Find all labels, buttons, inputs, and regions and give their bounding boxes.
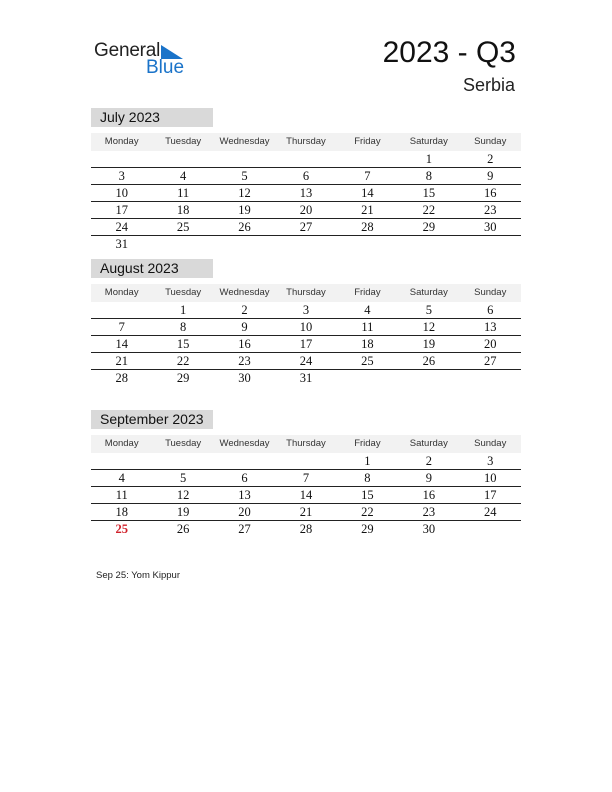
weekday-label: Monday — [104, 136, 139, 147]
day-cell: 18 — [115, 505, 128, 519]
month-title: September 2023 — [91, 410, 213, 429]
day-cell: 16 — [483, 186, 497, 200]
day-cell: 28 — [115, 371, 128, 385]
week-row — [91, 219, 521, 236]
day-cell: 7 — [302, 471, 310, 485]
day-cell: 3 — [118, 169, 125, 183]
week-row — [91, 319, 521, 336]
empty-day-cell — [152, 151, 213, 167]
week-row — [91, 202, 521, 219]
day-cell: 12 — [238, 186, 251, 200]
empty-day-cell — [398, 236, 459, 252]
weekday-label: Tuesday — [165, 287, 202, 298]
day-cell: 26 — [422, 354, 436, 368]
empty-day-cell — [214, 151, 275, 167]
day-cell: 26 — [176, 522, 190, 536]
day-cell: 23 — [422, 505, 436, 519]
weekday-label: Thursday — [286, 438, 326, 449]
weekday-label: Friday — [354, 136, 381, 147]
weekday-label: Monday — [104, 438, 139, 449]
day-cell: 19 — [176, 505, 190, 519]
empty-day-cell — [214, 236, 275, 252]
holiday-day-cell: 25 — [115, 522, 128, 536]
page-title: 2023 - Q3 — [382, 36, 516, 69]
day-cell: 8 — [425, 169, 432, 183]
weekday-label: Monday — [104, 287, 139, 298]
day-cell: 7 — [118, 320, 125, 334]
weekday-label: Wednesday — [219, 136, 270, 147]
day-cell: 2 — [487, 152, 494, 166]
empty-day-cell — [152, 236, 213, 252]
day-cell: 1 — [364, 454, 371, 468]
empty-day-cell — [275, 453, 336, 469]
week-row — [91, 168, 521, 185]
day-cell: 30 — [422, 522, 436, 536]
week-row — [91, 453, 521, 470]
day-cell: 14 — [361, 186, 374, 200]
day-cell: 15 — [176, 337, 190, 351]
weekday-label: Saturday — [409, 136, 448, 147]
day-cell: 12 — [176, 488, 190, 502]
day-cell: 20 — [238, 505, 251, 519]
empty-day-cell — [337, 151, 398, 167]
weekday-label: Thursday — [286, 136, 326, 147]
day-cell: 31 — [299, 371, 313, 385]
day-cell: 30 — [238, 371, 251, 385]
day-cell: 19 — [422, 337, 436, 351]
month-july — [91, 108, 521, 252]
day-cell: 19 — [238, 203, 251, 217]
month-september — [91, 410, 521, 537]
weekday-label: Wednesday — [219, 438, 270, 449]
empty-day-cell — [460, 370, 521, 386]
weekday-label: Sunday — [474, 438, 507, 449]
day-cell: 22 — [361, 505, 374, 519]
day-cell: 1 — [180, 303, 187, 317]
holiday-note: Sep 25: Yom Kippur — [96, 570, 180, 581]
day-cell: 13 — [483, 320, 497, 334]
day-cell: 21 — [361, 203, 374, 217]
weekday-label: Wednesday — [219, 287, 270, 298]
day-cell: 9 — [487, 169, 494, 183]
day-cell: 14 — [115, 337, 128, 351]
weekday-label: Sunday — [474, 136, 507, 147]
day-cell: 30 — [483, 220, 497, 234]
week-row — [91, 470, 521, 487]
day-cell: 29 — [422, 220, 436, 234]
empty-day-cell — [275, 236, 336, 252]
empty-day-cell — [91, 453, 152, 469]
day-cell: 16 — [238, 337, 251, 351]
day-cell: 8 — [364, 471, 371, 485]
empty-day-cell — [91, 151, 152, 167]
day-cell: 5 — [180, 471, 187, 485]
weekday-label: Tuesday — [165, 136, 202, 147]
week-row — [91, 151, 521, 168]
week-row — [91, 236, 521, 252]
day-cell: 17 — [115, 203, 128, 217]
day-cell: 27 — [299, 220, 313, 234]
day-cell: 18 — [176, 203, 190, 217]
day-cell: 16 — [422, 488, 436, 502]
day-cell: 2 — [425, 454, 432, 468]
day-cell: 22 — [176, 354, 190, 368]
day-cell: 11 — [115, 488, 128, 502]
day-cell: 8 — [180, 320, 187, 334]
day-cell: 4 — [118, 471, 125, 485]
empty-day-cell — [398, 370, 459, 386]
day-cell: 28 — [299, 522, 313, 536]
day-cell: 5 — [241, 169, 248, 183]
week-grid — [91, 302, 521, 386]
weekday-header-row — [91, 435, 521, 453]
day-cell: 27 — [238, 522, 251, 536]
weekday-label: Sunday — [474, 287, 507, 298]
day-cell: 5 — [425, 303, 432, 317]
day-cell: 3 — [487, 454, 494, 468]
day-cell: 17 — [483, 488, 497, 502]
country-name: Serbia — [462, 75, 515, 95]
week-row — [91, 302, 521, 319]
empty-day-cell — [460, 521, 521, 537]
weekday-header-row — [91, 284, 521, 302]
logo-text-general: General — [94, 40, 161, 61]
weekday-label: Tuesday — [165, 438, 202, 449]
empty-day-cell — [337, 370, 398, 386]
weekday-label: Saturday — [409, 287, 448, 298]
day-cell: 20 — [483, 337, 497, 351]
week-row — [91, 504, 521, 521]
weekday-label: Saturday — [409, 438, 448, 449]
week-row — [91, 521, 521, 537]
day-cell: 10 — [115, 186, 128, 200]
weekday-label: Thursday — [286, 287, 326, 298]
day-cell: 6 — [302, 169, 310, 183]
day-cell: 7 — [364, 169, 371, 183]
week-row — [91, 370, 521, 386]
day-cell: 6 — [241, 471, 248, 485]
day-cell: 25 — [361, 354, 374, 368]
day-cell: 9 — [241, 320, 248, 334]
week-row — [91, 353, 521, 370]
day-cell: 4 — [364, 303, 371, 317]
day-cell: 15 — [422, 186, 436, 200]
brand-logo — [94, 40, 204, 80]
day-cell: 29 — [361, 522, 374, 536]
empty-day-cell — [460, 236, 521, 252]
day-cell: 1 — [425, 152, 432, 166]
day-cell: 10 — [299, 320, 313, 334]
day-cell: 17 — [299, 337, 313, 351]
week-row — [91, 336, 521, 353]
day-cell: 2 — [241, 303, 248, 317]
day-cell: 24 — [115, 220, 128, 234]
month-title: August 2023 — [91, 259, 213, 278]
day-cell: 9 — [425, 471, 432, 485]
day-cell: 29 — [176, 371, 190, 385]
day-cell: 6 — [487, 303, 494, 317]
day-cell: 20 — [299, 203, 313, 217]
empty-day-cell — [275, 151, 336, 167]
day-cell: 15 — [361, 488, 374, 502]
empty-day-cell — [152, 453, 213, 469]
day-cell: 11 — [361, 320, 374, 334]
day-cell: 14 — [299, 488, 313, 502]
week-row — [91, 487, 521, 504]
empty-day-cell — [337, 236, 398, 252]
day-cell: 23 — [483, 203, 497, 217]
weekday-label: Friday — [354, 287, 381, 298]
weekday-header-row — [91, 133, 521, 151]
day-cell: 13 — [299, 186, 313, 200]
day-cell: 4 — [180, 169, 187, 183]
weekday-label: Friday — [354, 438, 381, 449]
logo-text-blue: Blue — [146, 57, 185, 78]
month-august — [91, 259, 521, 386]
day-cell: 24 — [483, 505, 497, 519]
day-cell: 26 — [238, 220, 251, 234]
day-cell: 3 — [302, 303, 310, 317]
day-cell: 28 — [361, 220, 374, 234]
day-cell: 31 — [115, 237, 128, 251]
day-cell: 21 — [115, 354, 128, 368]
day-cell: 22 — [422, 203, 436, 217]
day-cell: 21 — [299, 505, 313, 519]
empty-day-cell — [91, 302, 152, 318]
day-cell: 12 — [422, 320, 436, 334]
week-row — [91, 185, 521, 202]
week-grid — [91, 151, 521, 252]
day-cell: 13 — [238, 488, 251, 502]
day-cell: 25 — [176, 220, 190, 234]
day-cell: 11 — [177, 186, 190, 200]
day-cell: 24 — [299, 354, 313, 368]
day-cell: 23 — [238, 354, 251, 368]
day-cell: 10 — [483, 471, 497, 485]
day-cell: 27 — [483, 354, 497, 368]
empty-day-cell — [214, 453, 275, 469]
month-title: July 2023 — [91, 108, 213, 127]
day-cell: 18 — [361, 337, 374, 351]
week-grid — [91, 453, 521, 537]
